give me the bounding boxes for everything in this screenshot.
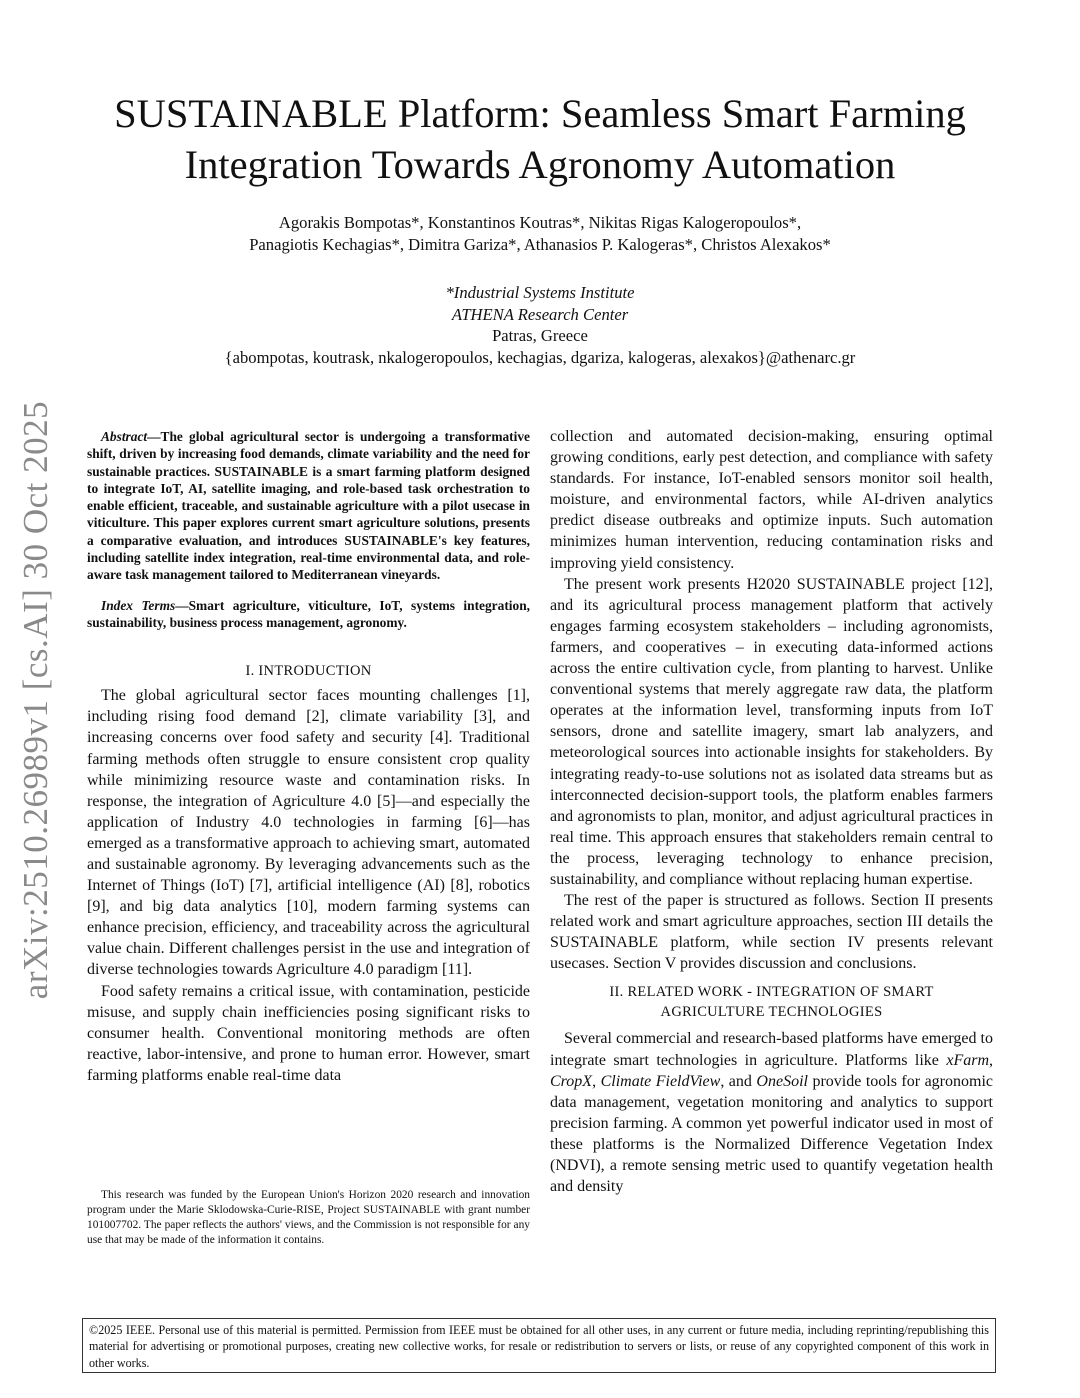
platform-onesoil: OneSoil xyxy=(756,1072,808,1090)
intro-paragraph-4: The rest of the paper is structured as follows. Section II presents related work and smart agriculture approaches, section III details the SUSTAINABLE platform, while section IV presents relevant usecases. Section V provides discussion and conclusions. xyxy=(550,892,993,973)
platform-xfarm: xFarm xyxy=(946,1051,989,1069)
affiliation-center: ATHENA Research Center xyxy=(451,304,629,324)
intro-paragraph-2-continued: collection and automated decision-making, ensuring optimal growing conditions, early pest detection, and compliance with safety standards. For instance, IoT-enabled sensors monitor soil health, moisture, and environmental factors, while AI-driven analytics predict disease outbreaks and optimize inputs. Such automation minimizes human intervention, reducing contamination risks and improving yield consistency. xyxy=(550,428,993,572)
affiliation xyxy=(100,282,980,368)
platform-fieldview: Climate FieldView xyxy=(600,1072,721,1090)
index-terms-text: —Smart agriculture, viticulture, IoT, systems integration, sustainability, business process management, agronomy. xyxy=(87,597,530,630)
author-list xyxy=(100,212,980,256)
title-line-1: SUSTAINABLE Platform: Seamless Smart Farming xyxy=(114,91,966,136)
authors-line-2: Panagiotis Kechagias*, Dimitra Gariza*, Athanasios P. Kalogeras*, Christos Alexakos* xyxy=(249,235,831,254)
affiliation-emails: {abompotas, koutrask, nkalogeropoulos, kechagias, dgariza, kalogeras, alexakos}@athenarc.gr xyxy=(224,347,856,367)
copyright-notice: ©2025 IEEE. Personal use of this material is permitted. Permission from IEEE must be obtained for all other uses, in any current or future media, including reprinting/republishing this material for advertising or promotional purposes, creating new collective works, for resale or redistribution to servers or lists, or reuse of any copyrighted component of this work in other works. xyxy=(82,1318,996,1373)
related-work-heading-line-1: II. RELATED WORK - INTEGRATION OF SMART xyxy=(609,984,934,1001)
related-work-heading-line-2: AGRICULTURE TECHNOLOGIES xyxy=(660,1004,883,1021)
abstract-text: —The global agricultural sector is undergoing a transformative shift, driven by increasing food demands, climate variability and the need for sustainable practices. SUSTAINABLE is a smart farming platform designed to integrate IoT, AI, satellite imaging, and role-based task orchestration to enable efficient, traceable, and sustainable agriculture with a pilot usecase in viticulture. This paper explores current smart agriculture solutions, presents a comparative evaluation, and introduces SUSTAINABLE's key features, including satellite index integration, real-time environmental data, and role-aware task management tailored to Mediterranean vineyards. xyxy=(87,429,530,583)
funding-footnote: This research was funded by the European Union's Horizon 2020 research and innovation program under the Marie Sklodowska-Curie-RISE, Project SUSTAINABLE with grant number 101007702. The paper reflects the authors' views, and the Commission is not responsible for any use that may be made of the information it contains. xyxy=(87,1189,530,1246)
section-heading-related-work xyxy=(550,982,993,1022)
abstract xyxy=(87,428,530,584)
paper-title xyxy=(60,88,1020,190)
affiliation-city: Patras, Greece xyxy=(492,326,588,345)
index-terms xyxy=(87,597,530,632)
intro-paragraph-3: The present work presents H2020 SUSTAINABLE project [12], and its agricultural process management platform that actively engages farming ecosystem stakeholders – including agronomists, farmers, and cooperatives – in executing data-informed actions across the entire cultivation cycle, from planting to harvest. Unlike conventional systems that merely aggregate raw data, the platform operates at the information level, transforming inputs from IoT sensors, drone and satellite imagery, smart lab analyzers, and meteorological sources into actionable insights for stakeholders. By integrating ready-to-use solutions not as isolated data streams but as interconnected decision-support tools, the platform enables farmers and agronomists to plan, monitor, and adjust agricultural practices in real time. This approach ensures that stakeholders remain central to the process, leveraging technology to enhance precision, sustainability, and compliance without replacing human expertise. xyxy=(550,575,993,888)
authors-line-1: Agorakis Bompotas*, Konstantinos Koutras*, Nikitas Rigas Kalogeropoulos*, xyxy=(278,213,802,232)
intro-paragraph-2: Food safety remains a critical issue, with contamination, pesticide misuse, and supply chain inefficiencies posing significant risks to consumer health. Conventional monitoring methods are often reactive, labor-intensive, and prone to human error. However, smart farming platforms enable real-time data xyxy=(87,982,530,1084)
title-line-2: Integration Towards Agronomy Automation xyxy=(184,142,896,187)
separator-3: , and xyxy=(720,1072,757,1090)
separator-2: , xyxy=(592,1072,601,1090)
related-work-text-b: provide tools for agronomic data management, vegetation monitoring and analytics to support precision farming. A common yet powerful indicator used in most of these platforms is the Normalized Difference Vegetation Index (NDVI), a remote sensing metric used to quantify vegetation health and density xyxy=(550,1072,993,1196)
separator-1: , xyxy=(989,1051,993,1069)
related-work-paragraph-1 xyxy=(550,1028,993,1197)
platform-cropx: CropX xyxy=(550,1072,593,1090)
affiliation-institute: *Industrial Systems Institute xyxy=(445,283,635,302)
intro-paragraph-1: The global agricultural sector faces mounting challenges [1], including rising food demand [2], climate variability [3], and increasing concerns over food safety and security [4]. Traditional farming methods often struggle to ensure consistent crop quality while minimizing resource waste and contamination risks. In response, the integration of Agriculture 4.0 [5]—and especially the application of Industry 4.0 technologies in farming [6]—has emerged as a transformative approach to achieving smart, automated and sustainable agronomy. By leveraging advancements such as the Internet of Things (IoT) [7], artificial intelligence (AI) [8], robotics [9], and big data analytics [10], modern farming systems can enhance precision, efficiency, and traceability across the agricultural value chain. Different challenges persist in the use and integration of diverse technologies towards Agriculture 4.0 paradigm [11]. xyxy=(87,687,530,979)
abstract-label: Abstract xyxy=(101,429,148,444)
section-heading-introduction: I. INTRODUCTION xyxy=(245,663,372,680)
arxiv-stamp: arXiv:2510.26989v1 [cs.AI] 30 Oct 2025 xyxy=(16,400,55,1000)
related-work-text-a: Several commercial and research-based platforms have emerged to integrate smart technologies in agriculture. Platforms like xyxy=(550,1030,993,1069)
left-column xyxy=(87,428,530,1086)
index-terms-label: Index Terms xyxy=(101,597,176,613)
right-column xyxy=(550,426,993,1197)
